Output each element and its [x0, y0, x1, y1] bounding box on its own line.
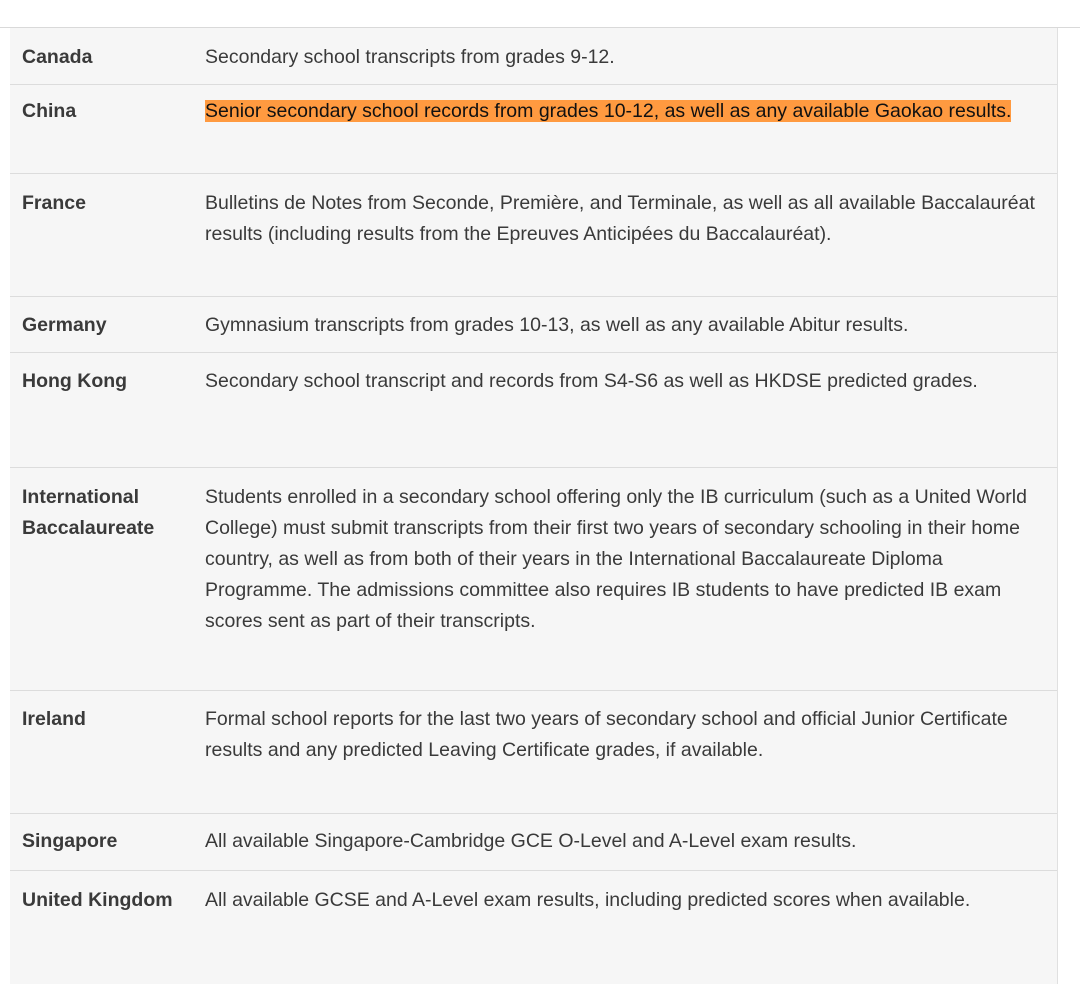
country-cell: Ireland — [22, 707, 86, 730]
highlighted-text: Senior secondary school records from grades 10-12, as well as any available Gaokao results. — [205, 99, 1012, 122]
country-cell: China — [22, 99, 77, 122]
requirement-cell: All available GCSE and A-Level exam results, including predicted scores when available. — [205, 888, 971, 911]
table-row — [10, 84, 1057, 173]
requirement-cell: Gymnasium transcripts from grades 10-13, as well as any available Abitur results. — [205, 313, 909, 336]
table-row — [10, 813, 1057, 870]
requirement-cell: All available Singapore-Cambridge GCE O-Level and A-Level exam results. — [205, 829, 857, 852]
requirement-cell — [205, 84, 1057, 173]
table-row — [10, 467, 1057, 690]
requirements-table — [10, 28, 1058, 984]
table-row — [10, 296, 1057, 352]
country-cell: Germany — [22, 313, 107, 336]
table-row — [10, 173, 1057, 296]
country-cell: France — [22, 191, 86, 214]
requirement-cell: Secondary school transcripts from grades 9-12. — [205, 46, 615, 68]
table-row — [10, 28, 1057, 84]
table-row — [10, 690, 1057, 813]
requirement-cell: Bulletins de Notes from Seconde, Première, and Terminale, as well as all available Baccalauréat results (including results from the Epreuves Anticipées du Baccalauréat). — [205, 191, 1035, 245]
requirement-cell: Secondary school transcript and records from S4-S6 as well as HKDSE predicted grades. — [205, 369, 978, 392]
table-row — [10, 870, 1057, 984]
country-cell: Hong Kong — [22, 369, 128, 392]
country-cell: Singapore — [22, 829, 118, 852]
country-cell: United Kingdom — [22, 888, 173, 911]
requirement-cell: Formal school reports for the last two years of secondary school and official Junior Certificate results and any predicted Leaving Certificate grades, if available. — [205, 707, 1008, 761]
country-cell: Canada — [22, 46, 93, 68]
requirement-cell: Students enrolled in a secondary school offering only the IB curriculum (such as a United World College) must submit transcripts from their first two years of secondary schooling in their home country, as well as from both of their years in the International Baccalaureate Diploma Programme. The admissions committee also requires IB students to have predicted IB exam scores sent as part of their transcripts. — [205, 485, 1027, 632]
table-row — [10, 352, 1057, 467]
country-cell: International Baccalaureate — [22, 485, 155, 539]
